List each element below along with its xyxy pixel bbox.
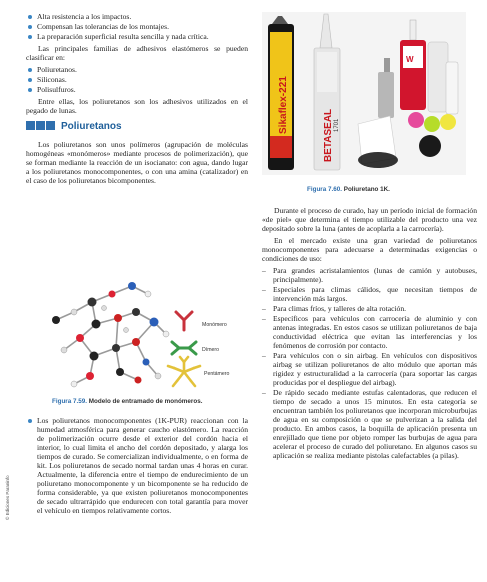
pur-bullet-block	[26, 416, 248, 518]
caption-number: Figura 7.59.	[52, 398, 87, 405]
molecule-bonds-graphic	[56, 286, 166, 384]
list-item: Compensan las tolerancias de los montajes.	[26, 22, 248, 31]
list-item: – Para climas fríos, y talleres de alta rotación.	[262, 304, 477, 313]
copyright-note: © Ediciones Paraninfo	[5, 475, 10, 520]
monomer-icon	[176, 312, 192, 330]
legend-dimero: Dímero	[202, 347, 220, 353]
section-paragraph: Los poliuretanos son unos polímeros (agrupación de moléculas homogéneas «monómeros» mediante procesos de polimerización), que se forman mediante la reacción de un isocianato: con agua, dando lugar a los poliuretanos monocomponentes, o con una amina (catalizador) en el caso de los poliuretanos bicomponentes.	[26, 140, 248, 185]
list-item: Siliconas.	[26, 75, 248, 84]
pur-list	[26, 416, 248, 515]
list-item: Poliuretanos.	[26, 65, 248, 74]
kit-w-label: W	[406, 55, 414, 64]
betaseal-label: BETASEAL	[323, 108, 334, 162]
list-item: – Para grandes acristalamientos (lunas de camión y autobuses, principalmente).	[262, 266, 477, 284]
figure-759-caption	[52, 398, 202, 405]
list-item: – De rápido secado mediante estufas calentadoras, que reducen el tiempo de secado a unos 15 minutos. En esta categoría se encuentran también los poliuretanos que incorporan microburbujas de agua en su composición o que se pulverizan a la salida del producto. En ambos casos, la boquilla de aplicación presenta un enrejillado que tiene por objeto romper las burbujas de agua para acelerar el proceso de curado del poliuretano. En algunos casos su aplicación se realiza mediante pistolas calefactables (a pilas).	[262, 388, 477, 460]
left-column	[26, 12, 248, 188]
right-column	[262, 206, 477, 463]
sikaflex-cartridge-image	[268, 16, 294, 170]
families-list	[26, 65, 248, 94]
betaseal-number: 1701	[334, 118, 340, 132]
molecule-figure	[34, 272, 239, 397]
heading-squares-icon	[26, 121, 56, 132]
list-item: – Especiales para climas cálidos, que necesitan tiempos de intervención más largos.	[262, 285, 477, 303]
caption-text: Modelo de entramado de monómeros.	[88, 398, 203, 405]
top-bullet-list	[26, 12, 248, 41]
legend-pentamero: Pentámero	[204, 371, 230, 377]
paragraph: Durante el proceso de curado, hay un período inicial de formación «de piel» que determina el tiempo utilizable del producto una vez depositado sobre la luna (antes de acoplarla a la carrocería).	[262, 206, 477, 233]
list-item: La preparación superficial resulta sencilla y nada crítica.	[26, 32, 248, 41]
list-item: Los poliuretanos monocomponentes (1K-PUR) reaccionan con la humedad atmosférica para generar caucho elastómero. La reacción de polimerización ocurre desde el exterior del cordón hacia el interior, lo cual limita el ancho del cordón depositado, y alarga los tiempos de curado. Se comercializan individualmente, o en forma de kit. Los poliuretanos de secado normal tardan unas 4 horas en curar. Actualmente, la diferencia entre el tiempo de endurecimiento de un poliuretano monocomponente y un bicomponente se ha reducido de forma considerable, ya que existen poliuretanos monocomponentes de secado ultrarrápido que endurecen con total garantía para mover el vehículo en tiempos relativamente cortos.	[26, 416, 248, 515]
molecule-atoms-graphic	[52, 282, 169, 387]
sika-label: Sikaflex-221	[278, 76, 289, 134]
use-cases-list	[262, 266, 477, 460]
caption-text: Poliuretano 1K.	[343, 186, 390, 193]
product-photo	[262, 12, 466, 175]
caption-number: Figura 7.60.	[307, 186, 342, 193]
list-item: Polisulfuros.	[26, 85, 248, 94]
list-item: Alta resistencia a los impactos.	[26, 12, 248, 21]
families-intro: Las principales familias de adhesivos elastómeros se pueden clasificar en:	[26, 44, 248, 62]
families-outro: Entre ellas, los poliuretanos son los adhesivos utilizados en el pegado de lunas.	[26, 97, 248, 115]
pentamer-icon	[168, 357, 200, 386]
section-heading	[26, 121, 248, 132]
section-title: Poliuretanos	[61, 121, 122, 132]
dimer-icon	[172, 342, 196, 354]
list-item: – Para vehículos con o sin airbag. En vehículos con dispositivos airbag se utilizan poliuretanos de alto módulo que aportan más rigidez y estructuralidad a la carrocería (para soportar las cargas producidas por el despliegue del airbag).	[262, 351, 477, 387]
list-item: – Específicos para vehículos con carrocería de aluminio y con antenas integradas. En estos casos se utilizan poliuretanos de baja conductividad eléctrica que evitan las interferencias y los fenómenos de corrosión por contacto.	[262, 314, 477, 350]
legend-monomero: Monómero	[202, 322, 227, 328]
figure-760-caption	[307, 186, 390, 193]
paragraph: En el mercado existe una gran variedad de poliuretanos monocomponentes para adecuarse a determinadas exigencias o condiciones de uso:	[262, 236, 477, 263]
